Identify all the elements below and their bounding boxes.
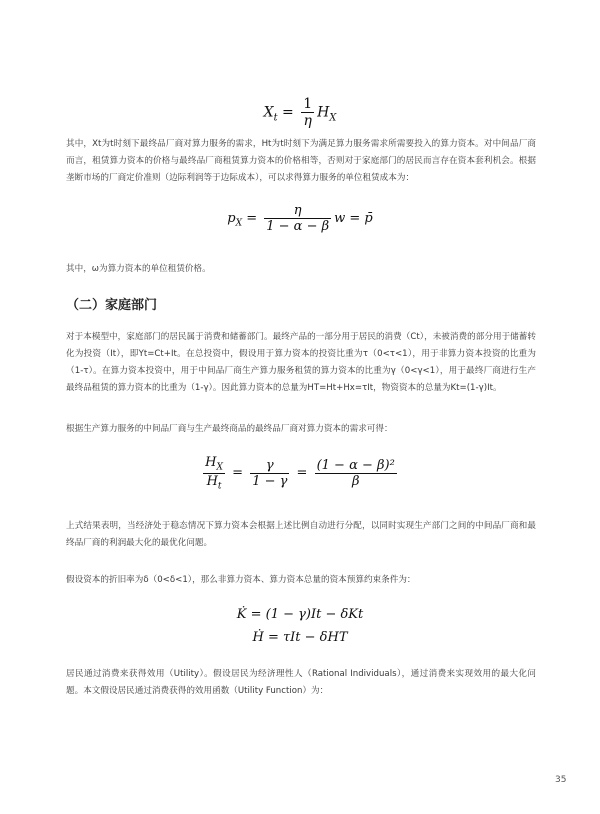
paragraph-4: 根据生产算力服务的中间品厂商与生产最终商品的最终品厂商对算力资本的需求可得： (66, 424, 393, 434)
eq2-rhs: w = p̄ (334, 211, 373, 226)
eq2-fraction (264, 203, 331, 234)
equation-2 (0, 203, 600, 234)
eq1-lhs: X (263, 104, 274, 121)
eq2-denominator: 1 − α − β (266, 219, 330, 234)
eq3-den1: H (206, 473, 218, 489)
eq2-numerator: η (264, 203, 331, 219)
eq1-denominator: η (303, 113, 312, 129)
paragraph-6: 假设资本的折旧率为δ（0<δ<1），那么非算力资本、算力资本总量的资本预算约束条件为： (66, 575, 416, 585)
equation-4: K̇ = (1 − γ)It − δKt (236, 607, 364, 622)
eq3-num3: (1 − α − β)² (316, 457, 395, 473)
paragraph-5: 上式结果表明，当经济处于稳态情况下算力资本会根据上述比例自动进行分配，以同时实现生产部门之间的中间品厂商和最终品厂商的利润最大化的最优化问题。 (66, 521, 536, 548)
eq3-num1-sub: X (216, 462, 223, 473)
eq3-den3: β (351, 473, 360, 489)
eq1-equals: = (282, 104, 294, 121)
eq2-lhs: p (227, 211, 236, 226)
eq1-rhs-sub: X (329, 112, 337, 124)
paragraph-1: 其中，Xt为t时刻下最终品厂商对算力服务的需求，Ht为t时刻下为满足算力服务需求所需要投入的算力资本。对中间品厂商而言，租赁算力资本的价格与最终品厂商租赁算力资本的价格相等，否则对于家庭部门的居民而言存在资本套利机会。根据垄断市场的厂商定价准则（边际利润等于边际成本），可以求得算力服务的单位租赁成本为： (66, 139, 536, 183)
eq3-den2: 1 − γ (252, 473, 288, 489)
eq1-rhs: H (317, 104, 330, 121)
eq3-fraction-3 (315, 458, 397, 489)
paragraph-2: 其中，ω为算力资本的单位租赁价格。 (66, 264, 211, 274)
equation-1 (0, 96, 600, 129)
eq1-fraction (301, 96, 314, 129)
eq2-equals: = (246, 211, 258, 226)
equation-5: Ḣ = τIt − δHT (252, 630, 348, 645)
eq1-lhs-sub: t (273, 112, 278, 124)
eq1-numerator: 1 (303, 96, 313, 112)
eq3-fraction-2 (250, 458, 289, 489)
paragraph-7: 居民通过消费来获得效用（Utility）。假设居民为经济理性人（Rational Individuals），通过消费来实现效用的最大化问题。本文假设居民通过消费获得的效用函数（Utility Function）为： (66, 669, 536, 696)
equation-3 (0, 455, 600, 491)
eq3-fraction-1 (203, 455, 225, 491)
eq3-equals-2: = (296, 465, 308, 481)
section-heading: （二）家庭部门 (66, 298, 158, 313)
eq3-num1: H (205, 455, 217, 470)
eq3-den1-sub: t (217, 481, 222, 492)
page-number: 35 (555, 775, 567, 785)
eq2-lhs-sub: X (235, 218, 243, 229)
eq3-num2: γ (250, 458, 289, 474)
eq3-equals-1: = (232, 465, 244, 481)
paragraph-3: 对于本模型中，家庭部门的居民属于消费和储蓄部门。最终产品的一部分用于居民的消费（Ct），未被消费的部分用于储蓄转化为投资（It），即Yt=Ct+It。在总投资中，假设用于算力资本的投资比重为τ（0<τ<1），用于非算力资本投资的比重为（1-τ）。在算力资本投资中，用于中间品厂商生产算力服务租赁的算力资本的比重为γ（0<γ<1），用于最终厂商进行生产最终品租赁的算力资本的比重为（1-γ）。因此算力资本的总量为HT=Ht+Hx=τIt，物资资本的总量为Kt=(1-γ)It。 (66, 332, 536, 393)
